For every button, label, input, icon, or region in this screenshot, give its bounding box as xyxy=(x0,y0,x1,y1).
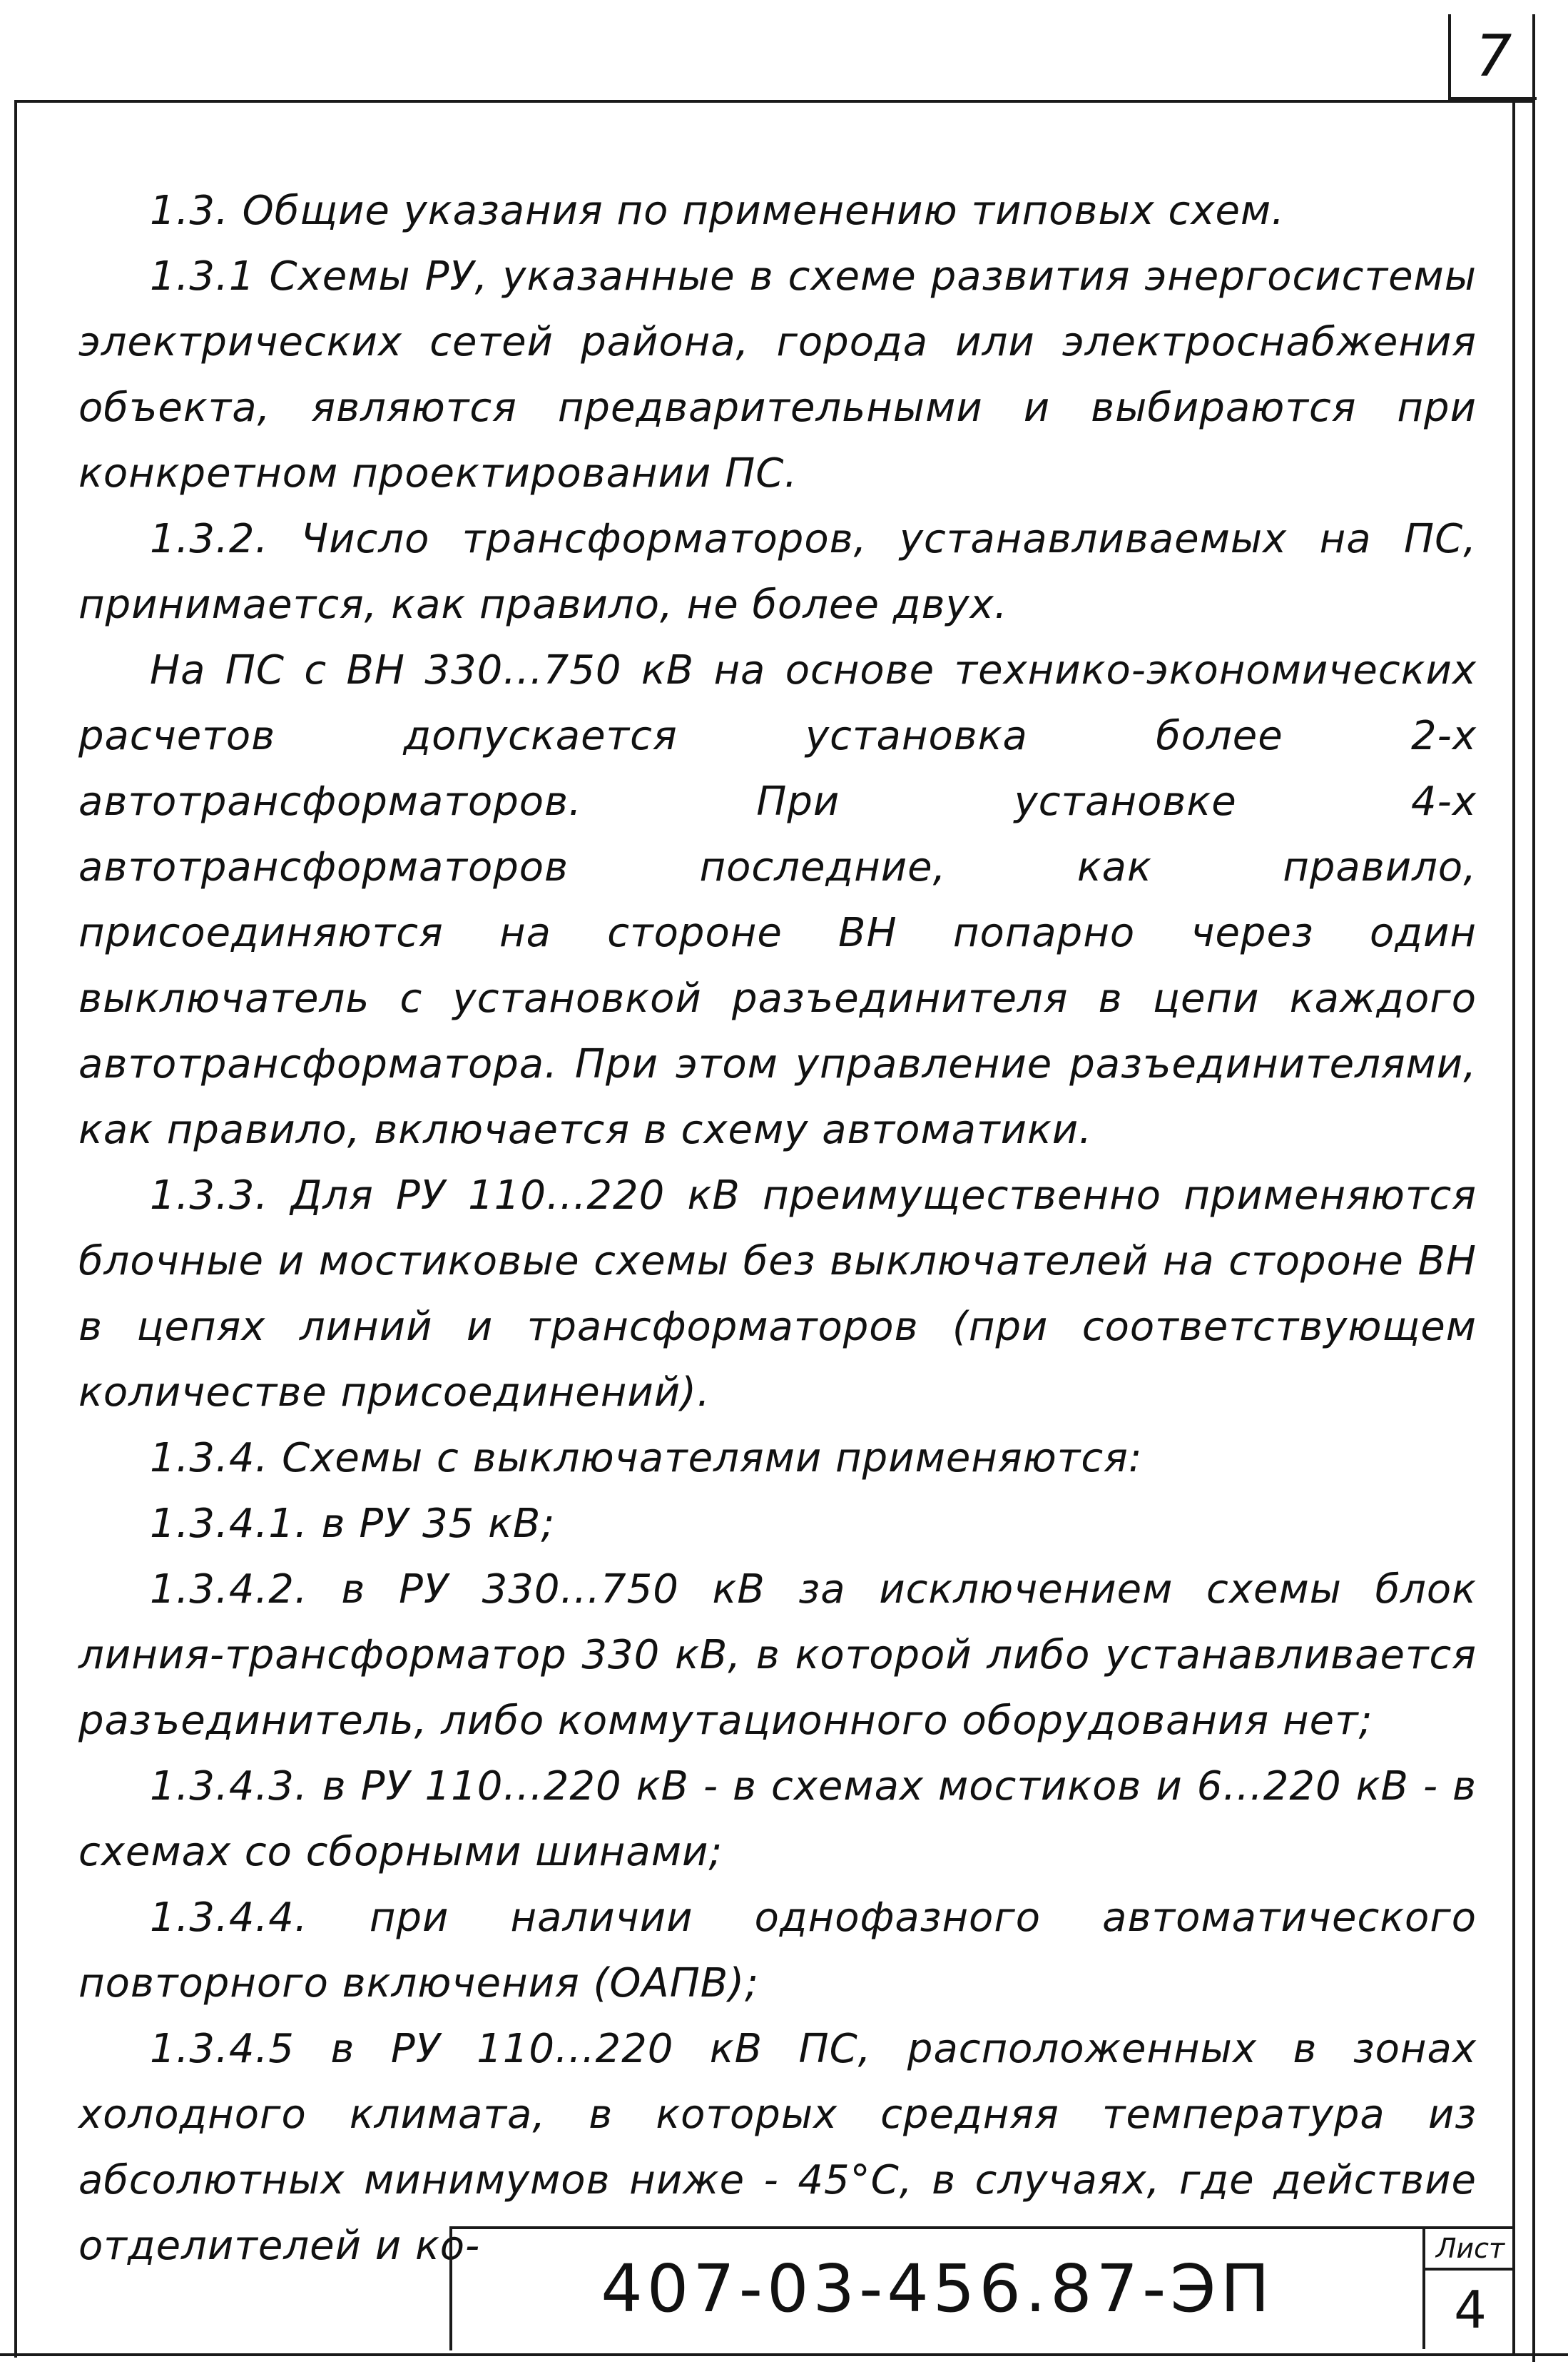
frame-top-border xyxy=(14,100,1534,103)
paragraph-1-3-4-2: 1.3.4.2. в РУ 330...750 кВ за исключением схемы блок линия-трансформатор 330 кВ, в которой либо устанавливается разъединитель, либо коммутационного оборудования нет; xyxy=(78,1566,1477,1744)
document-body xyxy=(78,178,1477,2279)
paragraph-1-3-2: 1.3.2. Число трансформаторов, устанавливаемых на ПС, принимается, как правило, не более двух. xyxy=(78,516,1477,628)
page-number-box xyxy=(1448,14,1537,100)
paragraph-1-3-4-3: 1.3.4.3. в РУ 110...220 кВ - в схемах мостиков и 6...220 кВ - в схемах со сборными шинами; xyxy=(78,1763,1477,1875)
title-block-stamp xyxy=(449,2226,1515,2350)
paragraph-1-3-4-1: 1.3.4.1. в РУ 35 кВ; xyxy=(150,1501,556,1547)
frame-right-border xyxy=(1512,100,1515,2355)
page-number: 7 xyxy=(1475,22,1512,89)
paragraph-autotransformers: На ПС с ВН 330...750 кВ на основе технико-экономических расчетов допускается установка более 2-х автотрансформаторов. При установке 4-х автотрансформаторов последние, как правило, присоединяются на стороне ВН попарно через один выключатель с установкой разъединителя в цепи каждого автотрансформатора. При этом управление разъединителями, как правило, включается в схему автоматики. xyxy=(78,647,1477,1153)
document-code: 407-03-456.87-ЭП xyxy=(601,2251,1274,2327)
paragraph-1-3-4-5: 1.3.4.5 в РУ 110...220 кВ ПС, расположенных в зонах холодного климата, в которых средняя температура из абсолютных минимумов ниже - 45°С, в случаях, где действие отделителей и ко- xyxy=(78,2026,1477,2269)
paragraph-1-3-1: 1.3.1 Схемы РУ, указанные в схеме развития энергосистемы электрических сетей района, города или электроснабжения объекта, являются предварительными и выбираются при конкретном проектировании ПС. xyxy=(78,253,1477,497)
sheet-number: 4 xyxy=(1422,2271,1515,2349)
frame-bottom-border xyxy=(0,2353,1568,2356)
paragraph-1-3-3: 1.3.3. Для РУ 110...220 кВ преимущественно применяются блочные и мостиковые схемы без выключателей на стороне ВН в цепях линий и трансформаторов (при соответствующем количестве присоединений). xyxy=(78,1172,1477,1416)
paragraph-1-3-4: 1.3.4. Схемы с выключателями применяются: xyxy=(150,1435,1143,1481)
paragraph-heading-1-3: 1.3. Общие указания по применению типовых схем. xyxy=(150,188,1285,234)
paragraph-1-3-4-4: 1.3.4.4. при наличии однофазного автоматического повторного включения (ОАПВ); xyxy=(78,1894,1477,2007)
sheet-label: Лист xyxy=(1422,2229,1515,2271)
frame-outer-right-border xyxy=(1532,14,1535,2362)
